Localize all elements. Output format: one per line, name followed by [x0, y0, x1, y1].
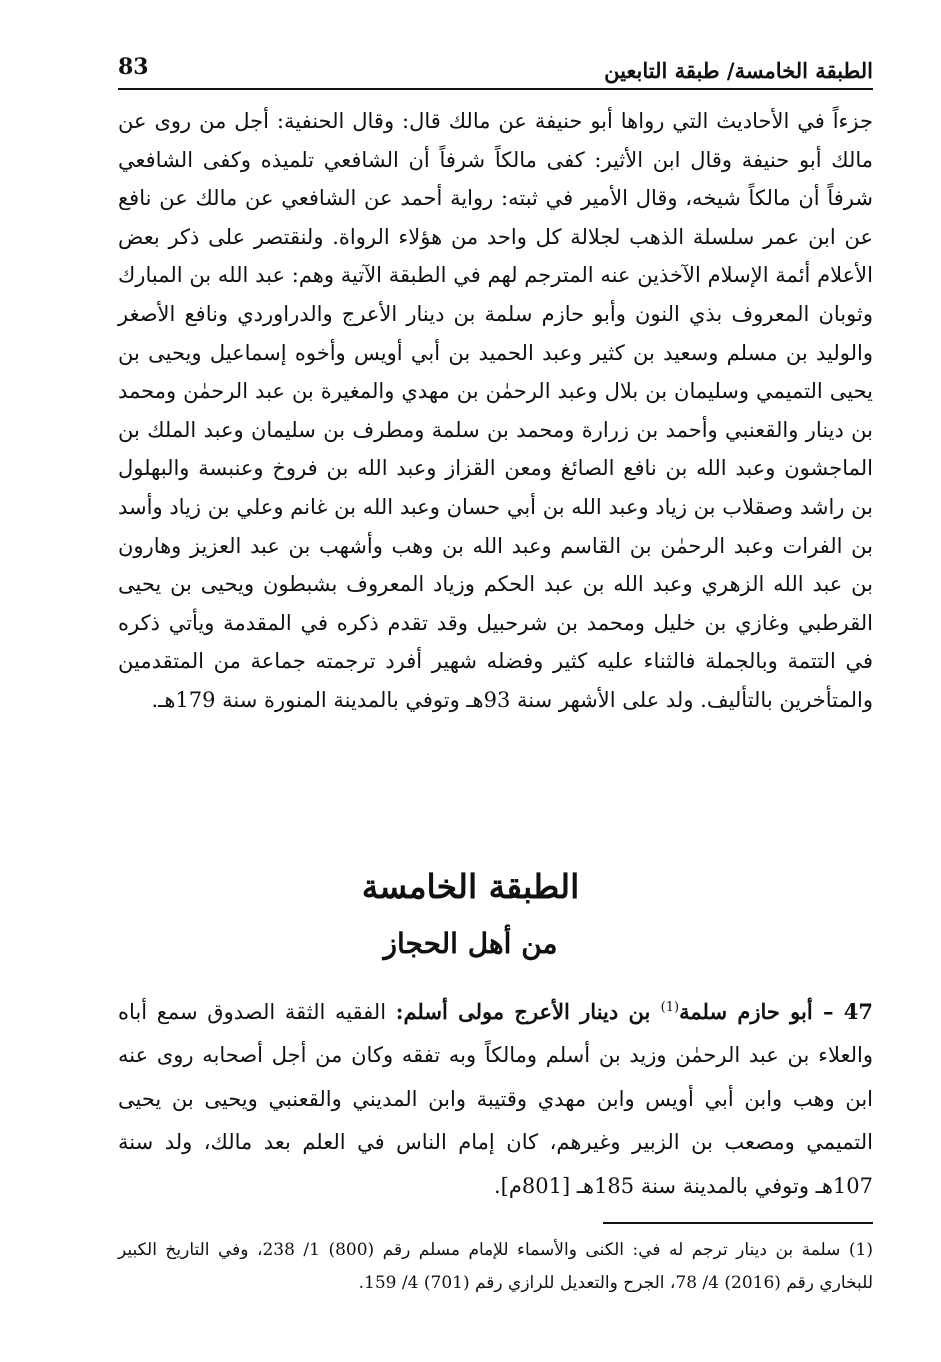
entry-number: 47 – [812, 999, 873, 1024]
footnote-divider [603, 1222, 873, 1224]
running-title: الطبقة الخامسة/ طبقة التابعين [604, 58, 873, 83]
footnote [118, 1234, 873, 1300]
footnote-reference: (1) [660, 1000, 680, 1015]
entry-name-rest: بن دينار الأعرج مولى أسلم: [395, 999, 661, 1024]
page-header [118, 52, 873, 90]
entry-text: الفقيه الثقة الصدوق سمع أباه والعلاء بن عبد الرحمٰن وزيد بن أسلم ومالكاً وبه تفقه وكان من أجل أصحابه روى عنه ابن وهب وابن أبي أويس وابن مهدي وقتيبة وابن المديني والقعنبي ويحيى بن يحيى التميمي ومصعب بن الزبير وغيرهم، كان إمام الناس في العلم بعد مالك، ولد سنة 107هـ وتوفي بالمدينة سنة 185هـ [801م]. [118, 1000, 873, 1198]
entry-name: أبو حازم سلمة [679, 999, 813, 1024]
section-subtitle: من أهل الحجاز [383, 927, 558, 960]
footnote-paragraph [118, 1234, 873, 1300]
paragraph-text: جزءاً في الأحاديث التي رواها أبو حنيفة عن مالك قال: وقال الحنفية: أجل من روى عن مالك أبو حنيفة وقال ابن الأثير: كفى مالكاً شرفاً أن الشافعي تلميذه وكفى الشافعي شرفاً أن مالكاً شيخه، وقال الأمير في ثبته: رواية أحمد عن الشافعي عن مالك عن نافع عن ابن عمر سلسلة الذهب لجلالة كل واحد من هؤلاء الرواة. ولنقتصر على ذكر بعض الأعلام أئمة الإسلام الآخذين عنه المترجم لهم في الطبقة الآتية وهم: عبد الله بن المبارك وثوبان المعروف بذي النون وأبو حازم سلمة بن دينار الأعرج والدراوردي ونافع الأصغر والوليد بن مسلم وسعيد بن كثير وعبد الحميد بن أبي أويس وأخوه إسماعيل ويحيى بن يحيى التميمي وسليمان بن بلال وعبد الرحمٰن بن مهدي والمغيرة بن عبد الرحمٰن ومحمد بن دينار والقعنبي وأحمد بن زرارة ومحمد بن سلمة ومطرف بن سليمان وعبد الملك بن الماجشون وعبد الله بن نافع الصائغ ومعن القزاز وعبد الله بن فروخ وعنبسة والبهلول بن راشد وصقلاب بن زياد وعبد الله بن أبي حسان وعبد الله بن غانم وعلي بن زياد وأسد بن الفرات وعبد الرحمٰن بن القاسم وعبد الله بن وهب وأشهب بن عبد العزيز وهارون بن عبد الله الزهري وعبد الله بن عبد الحكم وزياد المعروف بشبطون ويحيى بن يحيى القرطبي وغازي بن خليل ومحمد بن شرحبيل وقد تقدم ذكره في المقدمة ويأتي ذكره في التتمة وبالجملة فالثناء عليه كثير وفضله شهير أفرد ترجمته جماعة من المتقدمين والمتأخرين بالتأليف. ولد على الأشهر سنة 93هـ وتوفي بالمدينة المنورة سنة 179هـ. [118, 109, 873, 712]
section-title: الطبقة الخامسة [361, 867, 580, 906]
entry-paragraph [118, 990, 873, 1208]
page-number: 83 [118, 54, 149, 80]
footnote-text: سلمة بن دينار ترجم له في: الكنى والأسماء للإمام مسلم رقم (800) 1/ 238، وفي التاريخ الكبير للبخاري رقم (2016) 4/ 78، الجرح والتعديل للرازي رقم (701) 4/ 159. [118, 1240, 873, 1293]
footnote-marker: (1) [848, 1240, 873, 1260]
continuation-paragraph [118, 102, 873, 720]
biography-entry [118, 990, 873, 1208]
